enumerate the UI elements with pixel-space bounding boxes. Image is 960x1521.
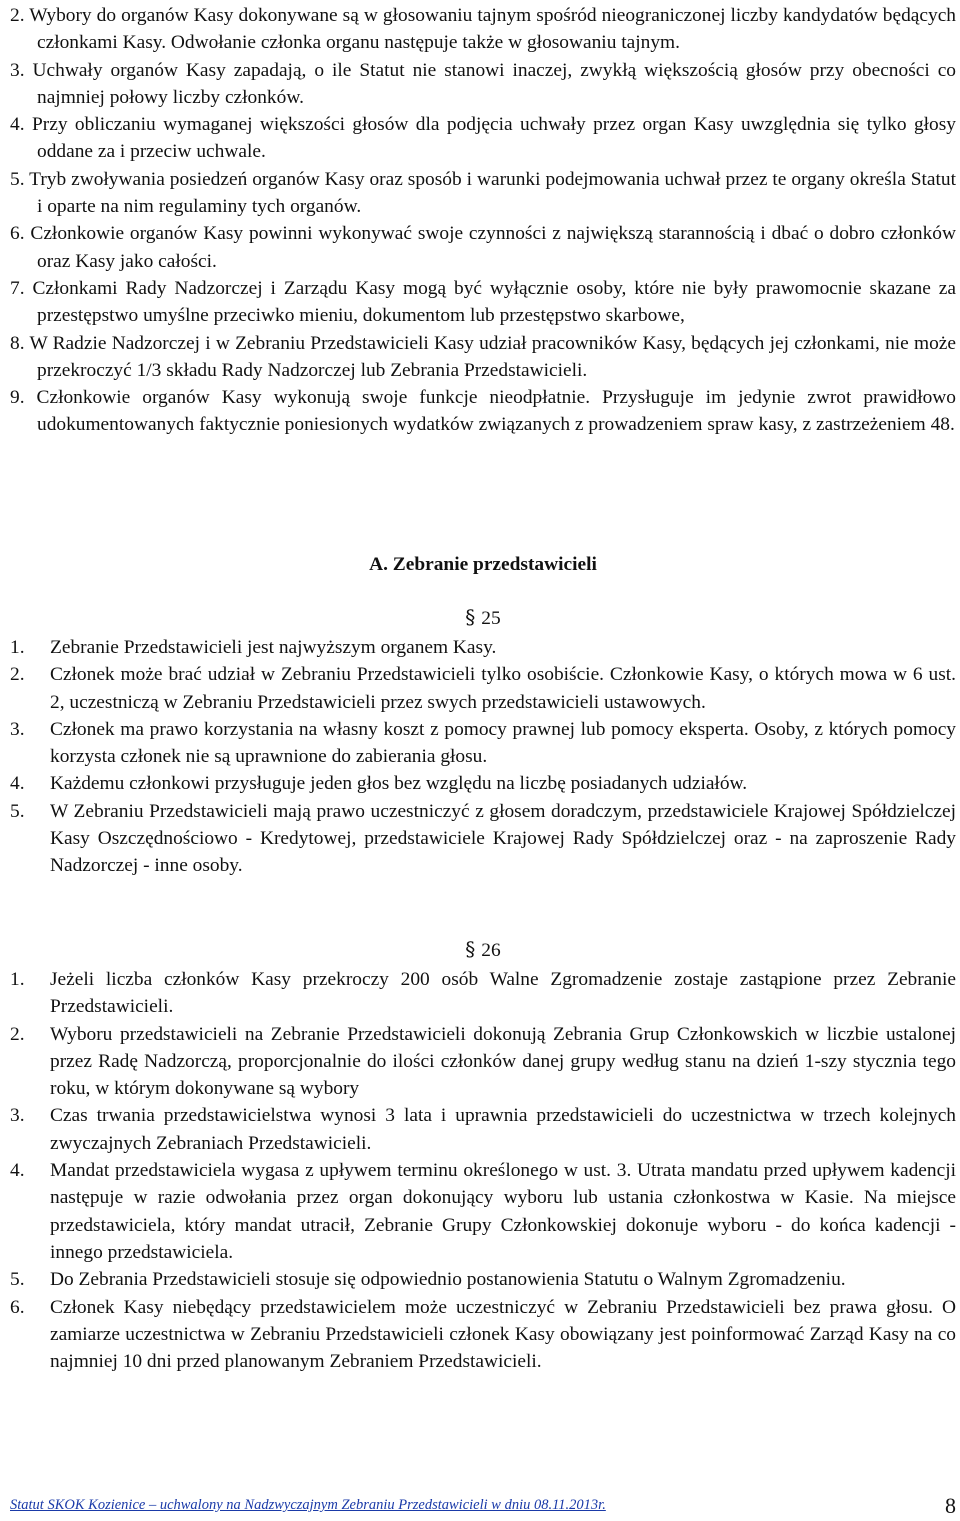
list-item-number: 2. xyxy=(10,664,25,686)
paragraph-number: 9. xyxy=(10,387,25,409)
paragraph-text: Wybory do organów Kasy dokonywane są w głosowaniu tajnym spośród nieograniczonej liczby kandydatów będących członkami Kasy. Odwołanie członka organu następuje także w głosowaniu tajnym. xyxy=(29,5,956,54)
paragraph-number: 2. xyxy=(10,5,25,26)
footer-link[interactable]: Statut SKOK Kozienice – uchwalony na Nadzwyczajnym Zebraniu Przedstawicieli w dniu 08.11.2013r. xyxy=(10,1497,606,1513)
list-item xyxy=(10,1021,956,1103)
list-item-text: Czas trwania przedstawicielstwa wynosi 3 lata i uprawnia przedstawicieli do uczestnictwa w trzech kolejnych zwyczajnych Zebraniach Przedstawicieli. xyxy=(50,1105,956,1154)
list-item-text: Zebranie Przedstawicieli jest najwyższym organem Kasy. xyxy=(50,637,497,658)
list-item xyxy=(10,770,956,797)
paragraph-3 xyxy=(10,57,956,112)
list-item-text: Każdemu członkowi przysługuje jeden głos bez względu na liczbę posiadanych udziałów. xyxy=(50,773,748,795)
section-25 xyxy=(10,604,956,880)
list-item xyxy=(10,798,956,880)
paragraph-number: 7. xyxy=(10,277,25,299)
paragraph-number: 8. xyxy=(10,332,25,354)
section-sign-icon: § xyxy=(465,605,476,629)
paragraph-text: Przy obliczaniu wymaganej większości głosów dla podjęcia uchwały przez organ Kasy uwzględnia się tylko głosy oddane za i przeciw uchwale. xyxy=(31,114,956,163)
paragraph-text: Członkowie organów Kasy wykonują swoje funkcje nieodpłatnie. Przysługuje im jedynie zwrot prawidłowo udokumentowanych faktycznie poniesionych wydatków związanych z prowadzeniem spraw kasy, z zastrzeżeniem 48. xyxy=(36,387,956,436)
paragraph-number: 5. xyxy=(10,168,25,190)
page-footer xyxy=(10,1493,956,1521)
paragraph-text: Członkowie organów Kasy powinni wykonywać swoje czynności z największą starannością i dbać o dobro członków oraz Kasy jako całości. xyxy=(30,223,956,272)
paragraph-5 xyxy=(10,166,956,221)
list-item-number: 4. xyxy=(10,773,25,795)
list-item xyxy=(10,1266,956,1293)
list-item-number: 3. xyxy=(10,1105,25,1127)
paragraph-text: Tryb zwoływania posiedzeń organów Kasy oraz sposób i warunki podejmowania uchwał przez te organy określa Statut i oparte na nim regulaminy tych organów. xyxy=(29,168,956,218)
section-25-list xyxy=(10,634,956,880)
list-item-text: Wyboru przedstawicieli na Zebranie Przedstawicieli dokonują Zebrania Grup Członkowskich w liczbie ustalonej przez Radę Nadzorczą, proporcjonalnie do ilości członków danej grupy według stanu na dzień 1-szy stycznia tego roku, w którym dokonywane są wybory xyxy=(50,1023,956,1100)
section-heading: A. Zebranie przedstawicieli xyxy=(369,554,597,575)
paragraph-2 xyxy=(10,2,956,57)
section-26 xyxy=(10,936,956,1375)
list-item-number: 5. xyxy=(10,1269,25,1291)
paragraph-text: Członkami Rady Nadzorczej i Zarządu Kasy mogą być wyłącznie osoby, które nie były prawomocnie skazane za przestępstwo umyślne przeciwko mieniu, dokumentom lub przestępstwo skarbowe, xyxy=(32,277,956,327)
list-item xyxy=(10,966,956,1021)
paragraph-6 xyxy=(10,220,956,275)
list-item-text: Do Zebrania Przedstawicieli stosuje się odpowiednio postanowienia Statutu o Walnym Zgromadzeniu. xyxy=(50,1269,846,1291)
paragraph-8 xyxy=(10,330,956,385)
paragraph-number: 4. xyxy=(10,114,25,136)
list-item xyxy=(10,661,956,716)
paragraph-number: 3. xyxy=(10,59,25,81)
list-item-text: Członek Kasy niebędący przedstawicielem może uczestniczyć w Zebraniu Przedstawicieli bez prawa głosu. O zamiarze uczestnictwa w Zebraniu Przedstawicieli członek Kasy obowiązany jest poinformować Zarząd Kasy na co najmniej 10 dni przed planowanym Zebraniem Przedstawicieli. xyxy=(50,1296,956,1373)
section-26-list xyxy=(10,966,956,1375)
paragraph-number: 6. xyxy=(10,223,25,245)
paragraph-7 xyxy=(10,275,956,330)
list-item-text: W Zebraniu Przedstawicieli mają prawo uczestniczyć z głosem doradczym, przedstawiciele Krajowej Spółdzielczej Kasy Oszczędnościowo - Kredytowej, przedstawiciele Krajowej Rady Spółdzielczej oraz - na zaproszenie Rady Nadzorczej - inne osoby. xyxy=(50,800,956,877)
top-paragraphs xyxy=(10,2,956,439)
page-number: 8 xyxy=(945,1493,956,1518)
list-item-text: Jeżeli liczba członków Kasy przekroczy 200 osób Walne Zgromadzenie zostaje zastąpione przez Zebranie Przedstawicieli. xyxy=(50,969,956,1018)
list-item xyxy=(10,1294,956,1376)
list-item-number: 1. xyxy=(10,637,25,658)
list-item-number: 6. xyxy=(10,1296,25,1318)
list-item-number: 5. xyxy=(10,800,25,822)
paragraph-9 xyxy=(10,384,956,439)
list-item-text: Członek może brać udział w Zebraniu Przedstawicieli tylko osobiście. Członkowie Kasy, o których mowa w 6 ust. 2, uczestniczą w Zebraniu Przedstawicieli przez swych przedstawicieli ustawowych. xyxy=(50,664,956,713)
section-number: 26 xyxy=(481,940,501,961)
section-number: 25 xyxy=(481,608,501,629)
paragraph-text: Uchwały organów Kasy zapadają, o ile Statut nie stanowi inaczej, zwykłą większością głosów przy obecności co najmniej połowy liczby członków. xyxy=(32,59,956,108)
list-item-text: Członek ma prawo korzystania na własny koszt z pomocy prawnej lub pomocy eksperta. Osoby, z których pomocy korzysta członek nie są uprawnione do zabierania głosu. xyxy=(50,718,956,768)
paragraph-text: W Radzie Nadzorczej i w Zebraniu Przedstawicieli Kasy udział pracowników Kasy, będących jej członkami, nie może przekroczyć 1/3 składu Rady Nadzorczej lub Zebrania Przedstawicieli. xyxy=(29,332,956,381)
paragraph-4 xyxy=(10,111,956,166)
list-item xyxy=(10,716,956,771)
list-item-number: 3. xyxy=(10,718,25,740)
section-number-26 xyxy=(10,936,956,964)
section-number-25 xyxy=(10,604,956,632)
list-item-number: 4. xyxy=(10,1160,25,1182)
list-item-number: 1. xyxy=(10,969,25,990)
list-item-text: Mandat przedstawiciela wygasa z upływem terminu określonego w ust. 3. Utrata mandatu przed upływem kadencji następuje w razie odwołania przez organ dokonujący wyboru lub ustania członkostwa w Kasie. Na miejsce przedstawiciela, który mandat utracił, Zebranie Grupy Członkowskiej dokonuje wyboru - do końca kadencji - innego przedstawiciela. xyxy=(50,1160,956,1263)
list-item xyxy=(10,1157,956,1266)
section-sign-icon: § xyxy=(465,937,476,961)
list-item-number: 2. xyxy=(10,1023,25,1045)
list-item xyxy=(10,634,956,661)
list-item xyxy=(10,1102,956,1157)
